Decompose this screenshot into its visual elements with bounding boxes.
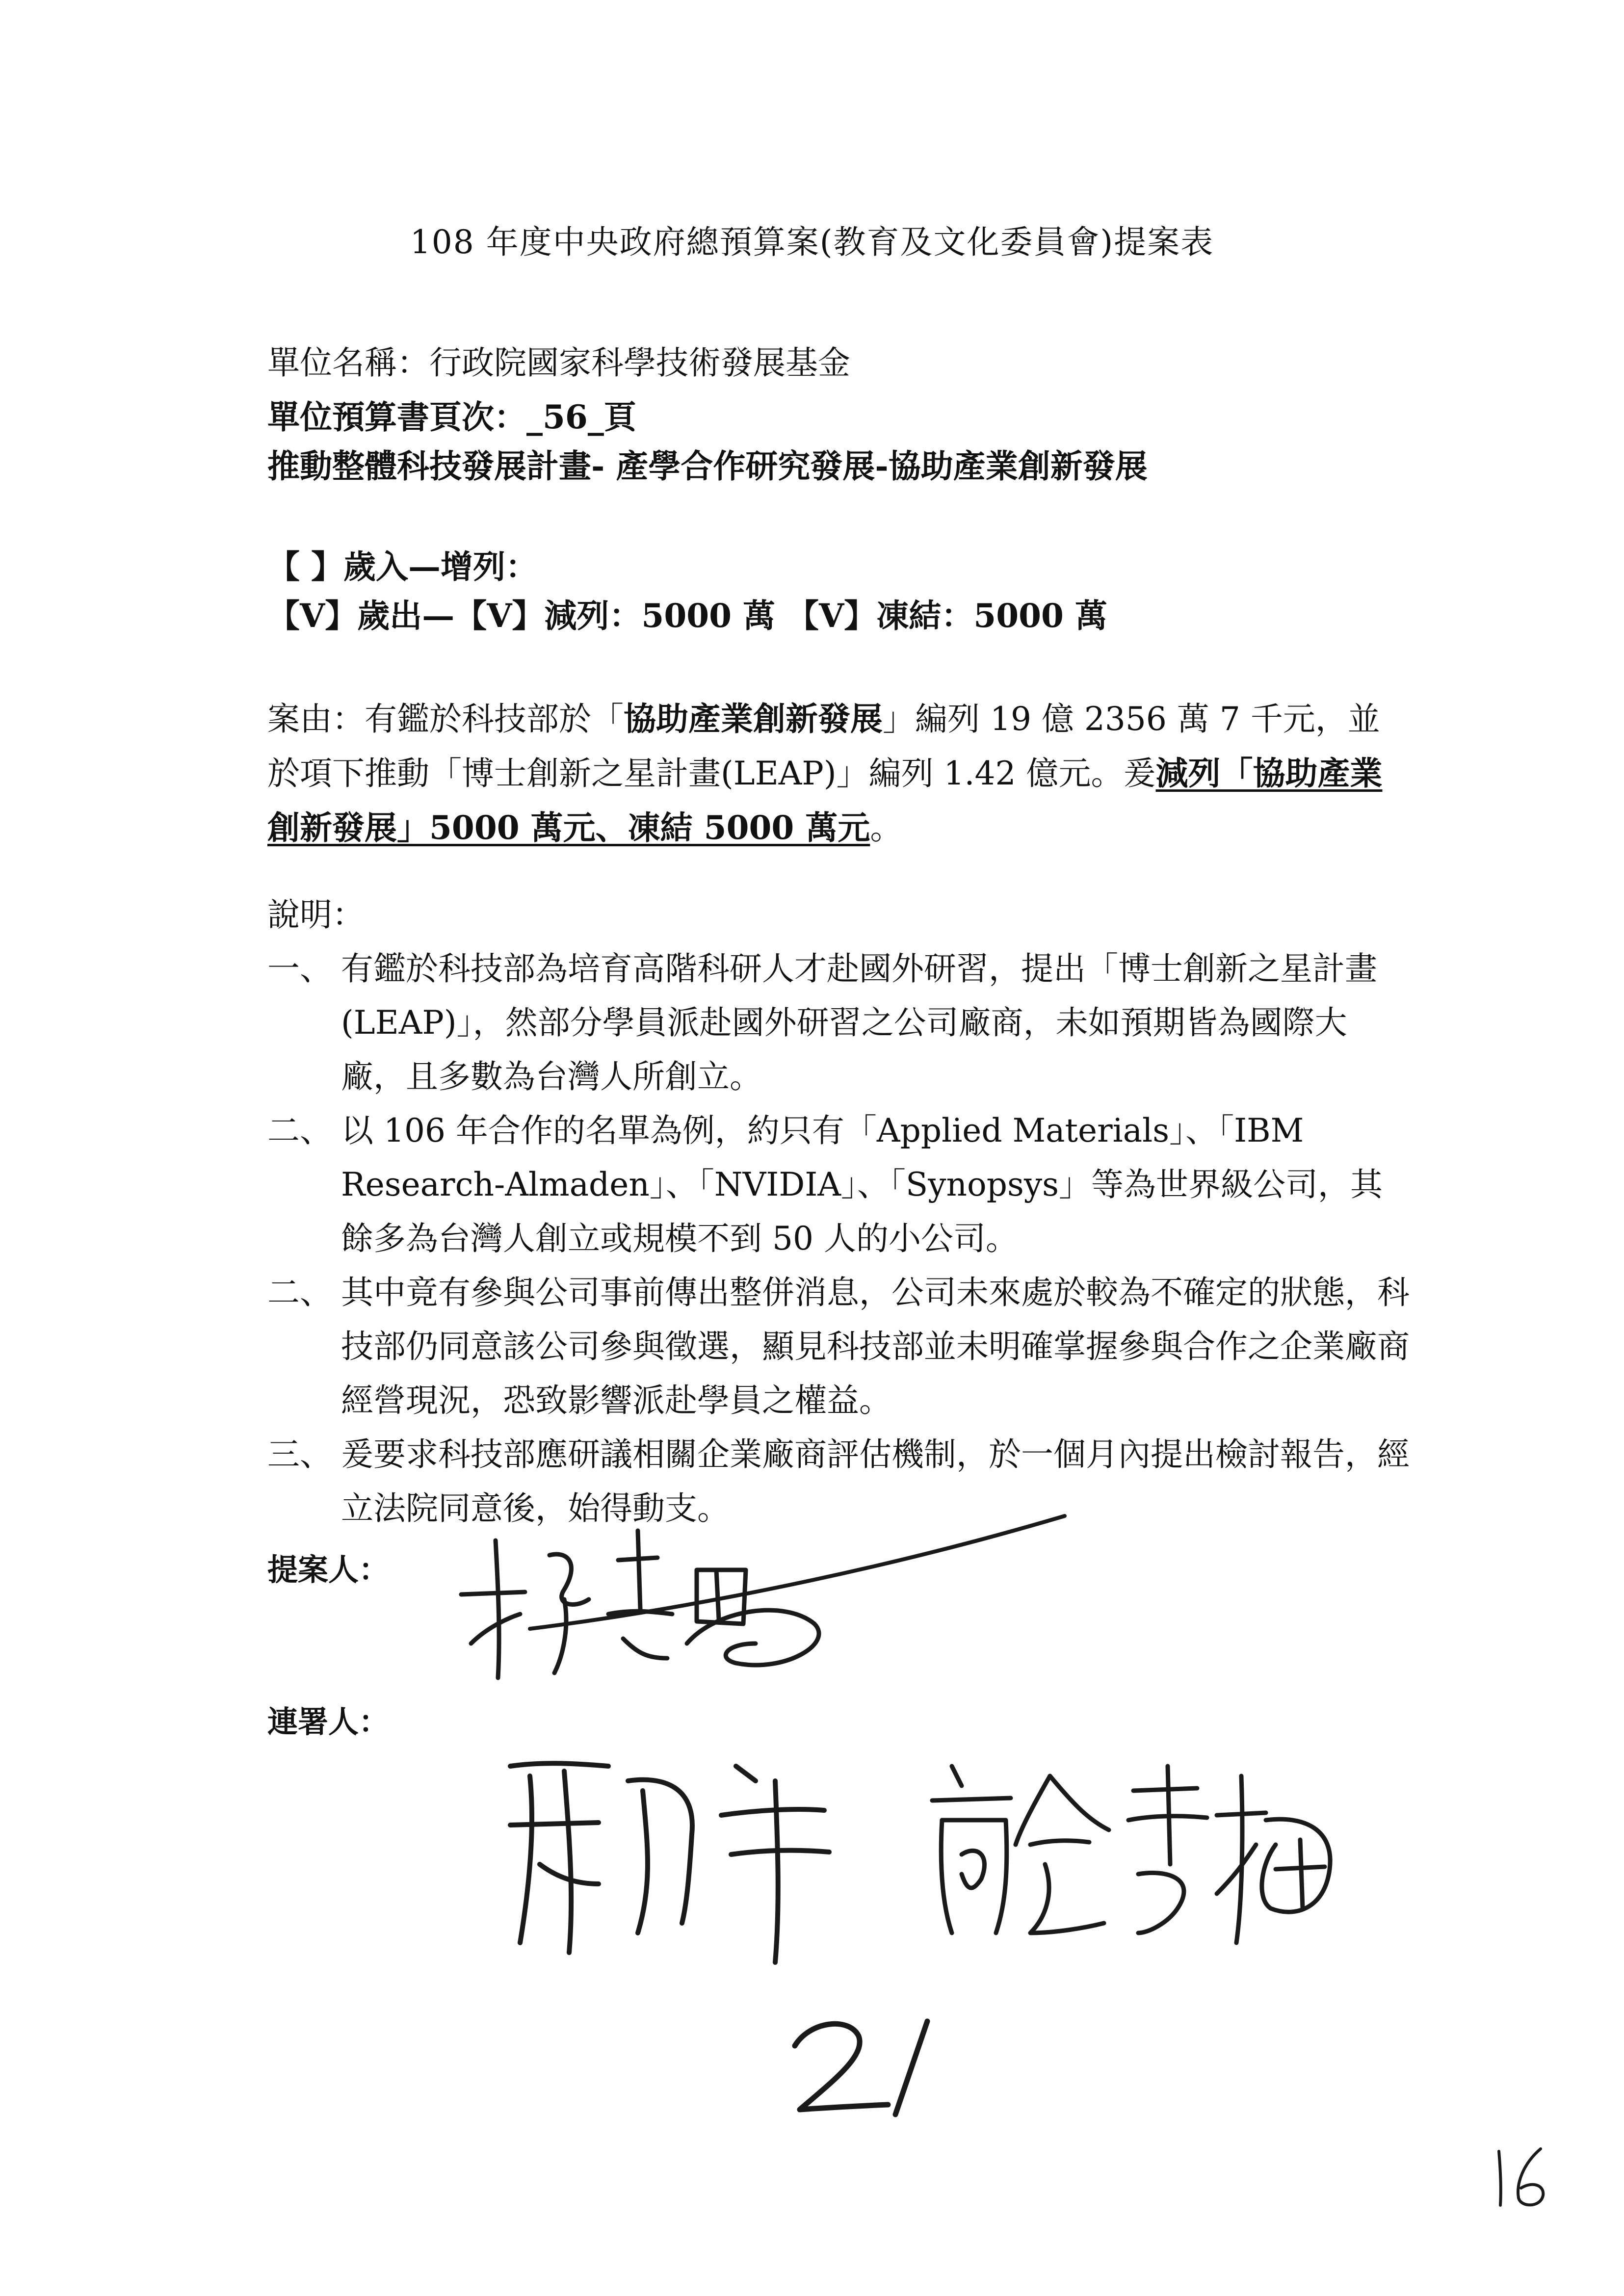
budget-page-number: _56_頁 (526, 398, 636, 436)
revenue-text: 歲入—增列： (343, 548, 538, 586)
item-number: 三、 (267, 1435, 332, 1473)
expenditure-line: 【V】歲出—【V】減列：5000 萬 【V】凍結：5000 萬 (267, 597, 1107, 635)
item-text: 爰要求科技部應研議相關企業廠商評估機制，於一個月內提出檢討報告，經立法院同意後，始得動支。 (341, 1435, 1410, 1527)
reason-emphasis: 減列「協助產業創新發展」5000 萬元、凍結 5000 萬元 (267, 754, 1383, 847)
explanation-heading: 說明： (267, 896, 365, 934)
reason-bold-term: 協助產業創新發展 (624, 700, 883, 738)
explanation-item (267, 1266, 1411, 1428)
reason-end: 。 (870, 809, 903, 847)
reason-middle: 」編列 19 億 2356 萬 7 千元，並於項下推動「博士創新之星計畫(LEAP)」編列 1.42 億元。爰 (267, 700, 1380, 792)
budget-page-line (267, 392, 636, 442)
handwritten-page-number (780, 2011, 942, 2124)
item-text: 有鑑於科技部為培育高階科研人才赴國外研習，提出「博士創新之星計畫(LEAP)」，然部分學員派赴國外研習之公司廠商，未如預期皆為國際大廠，且多數為台灣人所創立。 (341, 950, 1377, 1096)
item-number: 二、 (267, 1274, 332, 1311)
page-title: 108 年度中央政府總預算案(教育及文化委員會)提案表 (410, 223, 1214, 261)
handwritten-corner-number (1487, 2144, 1560, 2213)
proposer-label: 提案人： (267, 1552, 390, 1588)
explanation-item (267, 1104, 1411, 1266)
explanation-section (267, 888, 1411, 1536)
revenue-checkbox: 【 】 (267, 548, 343, 586)
item-text: 以 106 年合作的名單為例，約只有「Applied Materials」、「IBM Research-Almaden」、「NVIDIA」、「Synopsys」等為世界級公司，其餘多為台灣人創立或規模不到 50 人的小公司。 (341, 1112, 1383, 1257)
cosigner-signature-1 (500, 1737, 854, 1972)
item-number: 二、 (267, 1112, 332, 1149)
budget-page-prefix: 單位預算書頁次： (267, 398, 526, 436)
cosigner-signature-2 (922, 1747, 1344, 1953)
revenue-line (267, 542, 538, 591)
explanation-item (267, 942, 1411, 1104)
proposer-signature (442, 1496, 1079, 1702)
reason-prefix: 案由：有鑑於科技部於「 (267, 700, 624, 738)
reason-paragraph (267, 692, 1411, 855)
unit-name: 單位名稱：行政院國家科學技術發展基金 (267, 344, 850, 382)
program-name: 推動整體科技發展計畫- 產學合作研究發展-協助產業創新發展 (267, 447, 1148, 485)
item-number: 一、 (267, 950, 332, 988)
cosigner-label: 連署人： (267, 1704, 390, 1740)
item-text: 其中竟有參與公司事前傳出整併消息，公司未來處於較為不確定的狀態，科技部仍同意該公司參與徵選，顯見科技部並未明確掌握參與合作之企業廠商經營現況，恐致影響派赴學員之權益。 (341, 1274, 1410, 1419)
